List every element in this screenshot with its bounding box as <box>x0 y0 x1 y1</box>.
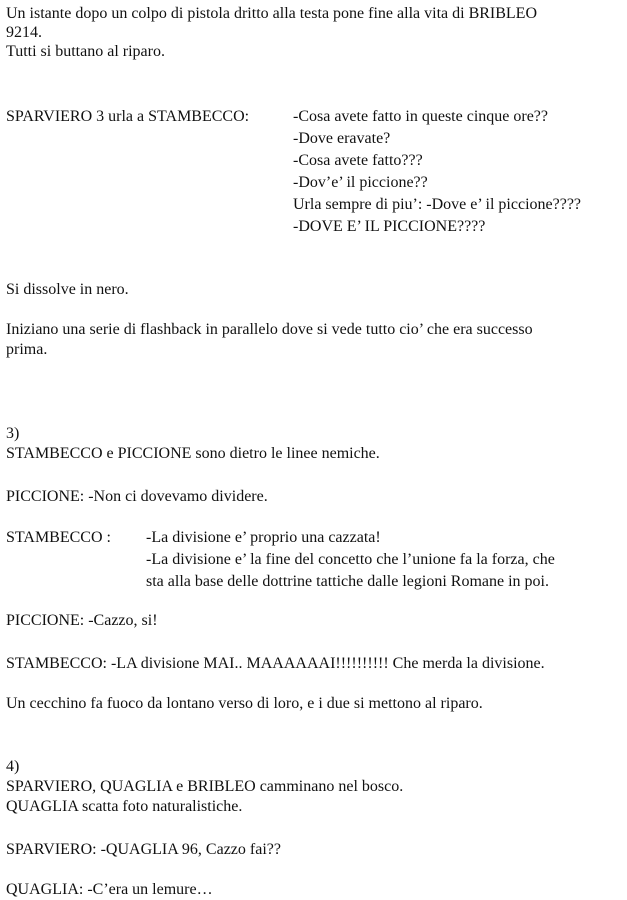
intro-line-3: Tutti si buttano al riparo. <box>6 43 165 60</box>
quaglia-line-1: QUAGLIA: -C’era un lemure… <box>6 881 213 898</box>
sparviero-line-6: -DOVE E’ IL PICCIONE???? <box>293 218 486 235</box>
piccione-line-2: PICCIONE: -Cazzo, si! <box>6 612 158 629</box>
intro-line-2: 9214. <box>6 24 42 41</box>
stambecco-line-1: -La divisione e’ proprio una cazzata! <box>146 529 381 546</box>
scene-3-description: STAMBECCO e PICCIONE sono dietro le linee nemiche. <box>6 445 380 462</box>
sparviero-line-5: Urla sempre di piu’: -Dove e’ il piccione???? <box>293 196 582 213</box>
piccione-line-1: PICCIONE: -Non ci dovevamo dividere. <box>6 488 268 505</box>
scene-3-number: 3) <box>6 425 20 442</box>
scene-4-description-1: SPARVIERO, QUAGLIA e BRIBLEO camminano nel bosco. <box>6 778 404 795</box>
scene-4-description-2: QUAGLIA scatta foto naturalistiche. <box>6 798 243 815</box>
sparviero-line-3: -Cosa avete fatto??? <box>293 152 423 169</box>
stambecco-speaker-1: STAMBECCO : <box>6 529 111 546</box>
intro-line-1: Un istante dopo un colpo di pistola dritto alla testa pone fine alla vita di BRIBLEO <box>6 5 538 22</box>
sparviero-line-2: -Dove eravate? <box>293 130 391 147</box>
stambecco-line-4: STAMBECCO: -LA divisione MAI.. MAAAAAAI!!!!!!!!!! Che merda la divisione. <box>6 655 545 672</box>
fade-line: Si dissolve in nero. <box>6 281 129 298</box>
sparviero-line-1: -Cosa avete fatto in queste cinque ore?? <box>293 108 548 125</box>
scene-4-number: 4) <box>6 758 20 775</box>
sparviero-speaker: SPARVIERO 3 urla a STAMBECCO: <box>6 108 250 125</box>
flashback-line-1: Iniziano una serie di flashback in parallelo dove si vede tutto cio’ che era successo <box>6 321 533 338</box>
stambecco-line-2: -La divisione e’ la fine del concetto che l’unione fa la forza, che <box>146 551 555 568</box>
scene-3-action: Un cecchino fa fuoco da lontano verso di loro, e i due si mettono al riparo. <box>6 695 483 712</box>
flashback-line-2: prima. <box>6 341 48 358</box>
stambecco-line-3: sta alla base delle dottrine tattiche dalle legioni Romane in poi. <box>146 573 549 590</box>
sparviero-line-4: -Dov’e’ il piccione?? <box>293 174 428 191</box>
sparviero-line-7: SPARVIERO: -QUAGLIA 96, Cazzo fai?? <box>6 841 281 858</box>
